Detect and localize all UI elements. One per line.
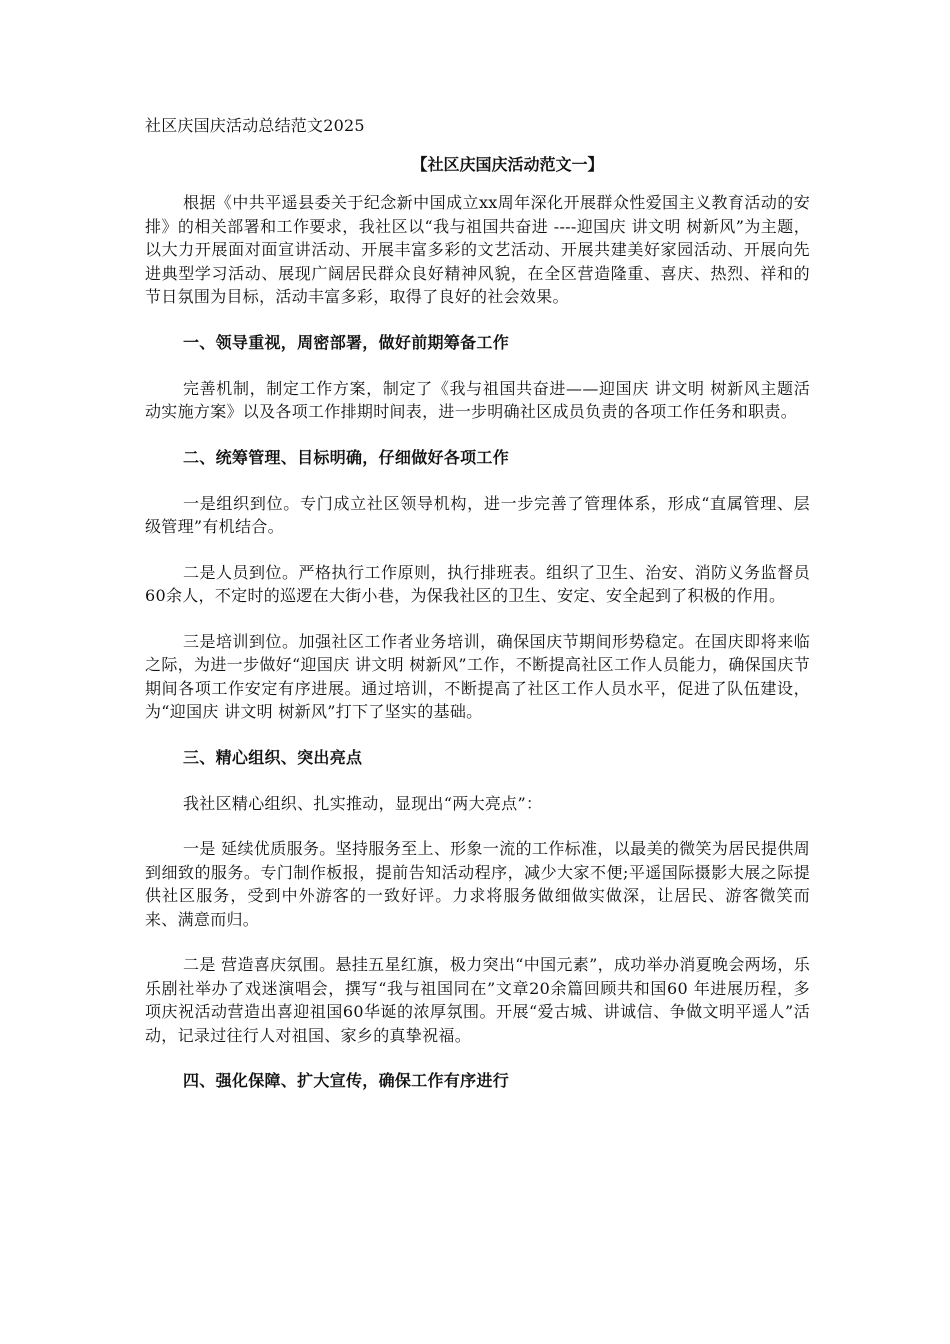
heading-3: 三、精心组织、突出亮点 [183, 747, 363, 767]
document-page [145, 113, 810, 1093]
paragraph-3a: 我社区精心组织、扎实推动，显现出“两大亮点”： [183, 793, 543, 813]
document-title: 社区庆国庆活动总结范文2025 [145, 116, 365, 135]
paragraph-2b: 二是人员到位。严格执行工作原则，执行排班表。组织了卫生、治安、消防义务监督员60余人，不定时的巡逻在大街小巷，为保我社区的卫生、安定、安全起到了积极的作用。 [145, 562, 810, 605]
intro-paragraph: 根据《中共平遥县委关于纪念新中国成立xx周年深化开展群众性爱国主义教育活动的安排》的相关部署和工作要求，我社区以“我与祖国共奋进 ----迎国庆 讲文明 树新风”为主题，以大力开展面对面宣讲活动、开展丰富多彩的文艺活动、开展共建美好家园活动、开展向先进典型学习活动、展现广阔居民群众良好精神风貌，在全区营造隆重、喜庆、热烈、祥和的节日氛围为目标，活动丰富多彩，取得了良好的社会效果。 [145, 193, 810, 306]
paragraph-2c: 三是培训到位。加强社区工作者业务培训，确保国庆节期间形势稳定。在国庆即将来临之际，为进一步做好“迎国庆 讲文明 树新风”工作，不断提高社区工作人员能力，确保国庆节期间各项工作安定有序进展。通过培训，不断提高了社区工作人员水平，促进了队伍建设，为“迎国庆 讲文明 树新风”打下了坚实的基础。 [145, 631, 810, 721]
paragraph-1: 完善机制，制定工作方案，制定了《我与祖国共奋进——迎国庆 讲文明 树新风主题活动实施方案》以及各项工作排期时间表，进一步明确社区成员负责的各项工作任务和职责。 [145, 378, 810, 421]
heading-2: 二、统筹管理、目标明确，仔细做好各项工作 [183, 447, 510, 467]
paragraph-3b: 一是 延续优质服务。坚持服务至上、形象一流的工作标准，以最美的微笑为居民提供周到细致的服务。专门制作板报，提前告知活动程序，减少大家不便;平遥国际摄影大展之际提供社区服务，受到中外游客的一致好评。力求将服务做细做实做深，让居民、游客微笑而来、满意而归。 [145, 839, 810, 929]
heading-4: 四、强化保障、扩大宣传，确保工作有序进行 [183, 1071, 510, 1090]
paragraph-3c: 二是 营造喜庆氛围。悬挂五星红旗，极力突出“中国元素”，成功举办消夏晚会两场，乐乐剧社举办了戏迷演唱会，撰写“我与祖国同在”文章20余篇回顾共和国60 年进展历程，多项庆祝活动营造出喜迎祖国60华诞的浓厚氛围。开展“爱古城、讲诚信、争做文明平遥人”活动，记录过往行人对祖国、家乡的真挚祝福。 [145, 955, 810, 1045]
section-title: 【社区庆国庆活动范文一】 [411, 155, 604, 174]
paragraph-2a: 一是组织到位。专门成立社区领导机构，进一步完善了管理体系，形成“直属管理、层级管理”有机结合。 [145, 493, 810, 536]
heading-1: 一、领导重视，周密部署，做好前期筹备工作 [183, 332, 510, 352]
